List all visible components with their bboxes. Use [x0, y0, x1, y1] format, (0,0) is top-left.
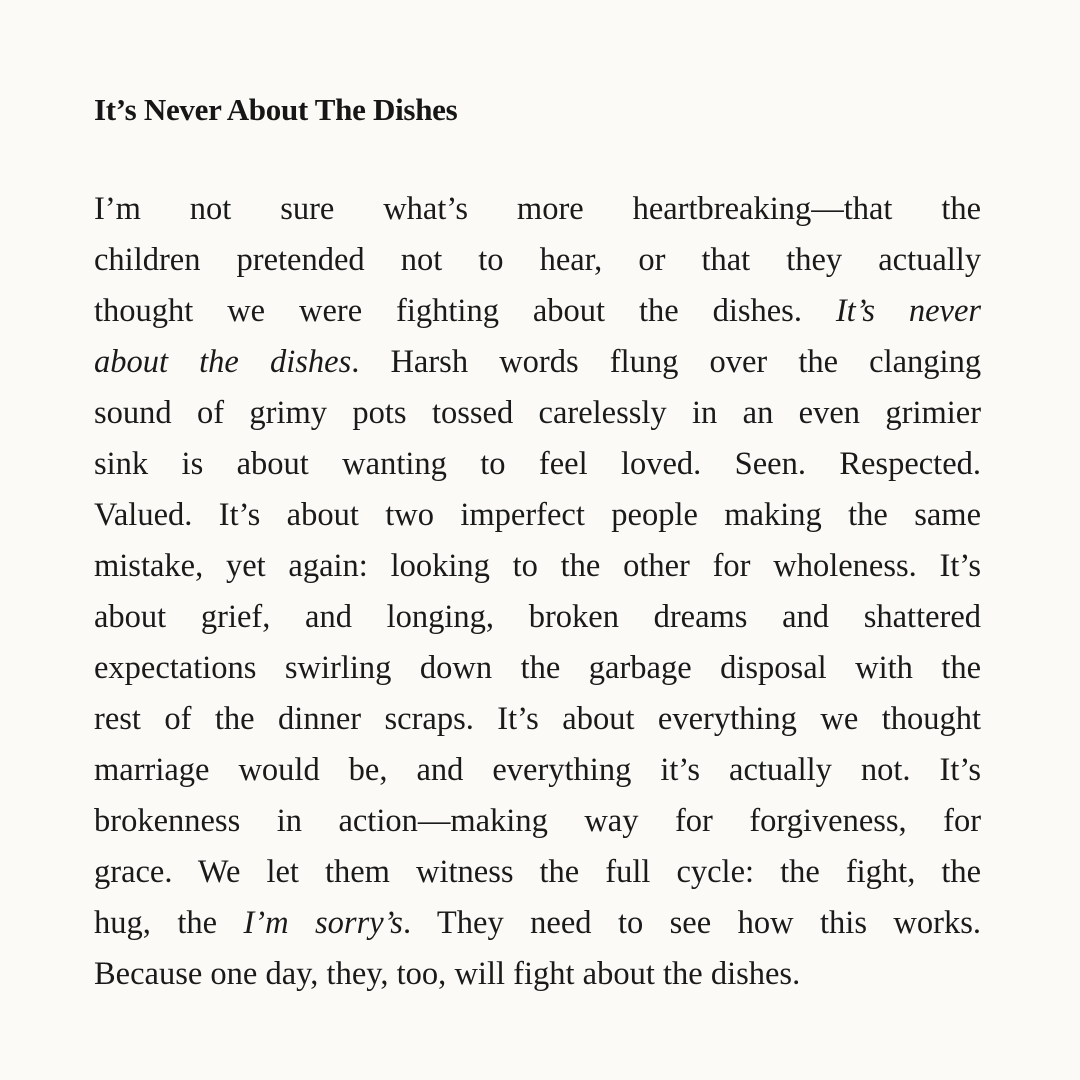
text-run: not — [400, 242, 443, 278]
text-run: will — [454, 956, 505, 992]
text-run: everything — [492, 752, 632, 788]
text-run: over — [709, 344, 768, 380]
text-run: . — [402, 905, 412, 941]
text-run: brokenness — [94, 803, 241, 839]
emphasis-text: I’m — [243, 905, 289, 941]
text-run: I’m — [94, 191, 141, 227]
paragraph-line — [94, 490, 981, 541]
text-run: in — [276, 803, 302, 839]
emphasis-text: the — [199, 344, 239, 380]
text-run: be, — [348, 752, 388, 788]
text-run: the — [638, 293, 679, 329]
text-run: rest — [94, 701, 141, 737]
text-run: longing, — [386, 599, 495, 635]
paragraph-line — [94, 847, 981, 898]
text-run: clanging — [869, 344, 982, 380]
text-run: sink — [94, 446, 149, 482]
paragraph-line — [94, 337, 981, 388]
paragraph-line — [94, 694, 981, 745]
text-run: the — [520, 650, 561, 686]
body-paragraph — [94, 184, 981, 1000]
text-run: grimier — [885, 395, 982, 431]
text-run: . — [351, 344, 360, 380]
text-run: one — [210, 956, 258, 992]
text-run: the — [560, 548, 601, 584]
text-run: sure — [280, 191, 335, 227]
text-run: looking — [390, 548, 490, 584]
text-run: actually — [729, 752, 832, 788]
text-run: this — [820, 905, 867, 941]
text-run: imperfect — [460, 497, 585, 533]
text-run: marriage — [94, 752, 210, 788]
text-run: way — [584, 803, 639, 839]
text-run: feel — [538, 446, 588, 482]
text-run: for — [943, 803, 982, 839]
text-run: wanting — [342, 446, 447, 482]
text-run: the — [941, 854, 982, 890]
text-run: carelessly — [538, 395, 667, 431]
text-run: and — [416, 752, 464, 788]
text-run: not — [189, 191, 232, 227]
text-run: It’s — [939, 752, 982, 788]
text-run: sound — [94, 395, 172, 431]
text-run: it’s — [660, 752, 701, 788]
text-run: down — [419, 650, 493, 686]
emphasis-text: sorry’s — [315, 905, 403, 941]
text-run: forgiveness, — [749, 803, 907, 839]
text-run: to — [512, 548, 538, 584]
paragraph-line — [94, 745, 981, 796]
emphasis-text: about — [94, 344, 169, 380]
text-run: and — [305, 599, 352, 635]
text-run: and — [782, 599, 830, 635]
text-run: an — [742, 395, 774, 431]
text-run: heartbreaking—that — [632, 191, 893, 227]
text-run: the — [941, 191, 982, 227]
text-run: action—making — [338, 803, 548, 839]
text-run: same — [914, 497, 982, 533]
text-run: everything — [657, 701, 797, 737]
document-title: It’s Never About The Dishes — [94, 92, 458, 127]
paragraph-line — [94, 388, 981, 439]
text-run: It’s — [218, 497, 261, 533]
text-run: It’s — [939, 548, 982, 584]
paragraph-line — [94, 439, 981, 490]
text-run: expectations — [94, 650, 257, 686]
text-run: in — [692, 395, 718, 431]
text-run: fight, — [845, 854, 916, 890]
text-run: for — [712, 548, 751, 584]
text-run: the — [662, 956, 703, 992]
text-run: the — [941, 650, 982, 686]
paragraph-line — [94, 796, 981, 847]
text-run: full — [605, 854, 651, 890]
text-run: words — [499, 344, 579, 380]
text-run: how — [737, 905, 794, 941]
text-run: Harsh — [390, 344, 469, 380]
text-run: fighting — [396, 293, 499, 329]
paragraph-line — [94, 235, 981, 286]
emphasis-text: It’s — [835, 293, 875, 329]
text-run: yet — [225, 548, 266, 584]
text-run: other — [623, 548, 690, 584]
text-run: hug, — [94, 905, 151, 941]
text-run: what’s — [383, 191, 469, 227]
text-run: about — [562, 701, 635, 737]
text-run: that — [701, 242, 751, 278]
text-run: thought — [881, 701, 981, 737]
text-run: pots — [352, 395, 407, 431]
document-page — [94, 84, 982, 992]
text-run: with — [855, 650, 913, 686]
text-run: Because — [94, 956, 203, 992]
text-run: is — [181, 446, 204, 482]
text-run: loved. — [620, 446, 702, 482]
text-run: hear, — [539, 242, 603, 278]
paragraph-line — [94, 184, 981, 235]
text-run: the — [780, 854, 820, 890]
text-run: more — [516, 191, 584, 227]
text-run: grief, — [200, 599, 271, 635]
text-run: pretended — [236, 242, 365, 278]
text-run: were — [299, 293, 363, 329]
emphasis-text: dishes — [269, 344, 352, 380]
text-run: we — [820, 701, 859, 737]
text-run: they, — [326, 956, 389, 992]
paragraph-line — [94, 898, 981, 949]
text-run: about — [582, 956, 655, 992]
text-run: would — [238, 752, 320, 788]
text-run: We — [197, 854, 241, 890]
paragraph-line — [94, 286, 981, 337]
text-run: garbage — [588, 650, 692, 686]
text-run: It’s — [497, 701, 539, 737]
text-run: even — [798, 395, 861, 431]
text-run: thought — [94, 293, 194, 329]
text-run: making — [724, 497, 822, 533]
text-run: mistake, — [94, 548, 204, 584]
text-run: about — [94, 599, 167, 635]
text-run: we — [227, 293, 266, 329]
text-run: actually — [878, 242, 982, 278]
text-run: people — [611, 497, 698, 533]
text-run: grace. — [94, 854, 173, 890]
text-run: swirling — [284, 650, 392, 686]
text-run: the — [177, 905, 218, 941]
text-run: for — [674, 803, 713, 839]
text-run: the — [539, 854, 580, 890]
text-run: They — [436, 905, 504, 941]
text-run: dishes. — [712, 293, 802, 329]
text-run: let — [266, 854, 299, 890]
text-run: the — [848, 497, 888, 533]
text-run: dreams — [653, 599, 748, 635]
text-run: the — [214, 701, 255, 737]
text-run: of — [197, 395, 225, 431]
text-run: children — [94, 242, 201, 278]
text-run: dishes. — [710, 956, 801, 992]
text-run: tossed — [431, 395, 514, 431]
text-run: to — [480, 446, 506, 482]
text-run: disposal — [720, 650, 827, 686]
text-run: they — [786, 242, 843, 278]
text-run: witness — [415, 854, 514, 890]
text-run: them — [324, 854, 390, 890]
text-run: about — [236, 446, 309, 482]
text-run: about — [286, 497, 359, 533]
paragraph-line — [94, 541, 981, 592]
text-run: works. — [893, 905, 981, 941]
text-run: about — [532, 293, 606, 329]
paragraph-line — [94, 643, 981, 694]
text-run: broken — [528, 599, 619, 635]
text-run: grimy — [249, 395, 328, 431]
text-run: too, — [396, 956, 447, 992]
text-run: need — [530, 905, 592, 941]
text-run: again: — [288, 548, 368, 584]
text-run: cycle: — [676, 854, 755, 890]
text-run: of — [164, 701, 192, 737]
text-run: fight — [513, 956, 575, 992]
paragraph-line — [94, 592, 981, 643]
text-run: to — [478, 242, 504, 278]
text-run: to — [617, 905, 644, 941]
paragraph-line — [94, 949, 981, 1000]
text-run: day, — [265, 956, 319, 992]
text-run: or — [638, 242, 666, 278]
text-run: Seen. — [734, 446, 806, 482]
text-run: Valued. — [94, 497, 193, 533]
text-run: see — [669, 905, 712, 941]
text-run: not. — [860, 752, 911, 788]
emphasis-text: never — [908, 293, 982, 329]
text-run: flung — [609, 344, 679, 380]
text-run: the — [798, 344, 839, 380]
text-run: two — [385, 497, 434, 533]
text-run: wholeness. — [773, 548, 917, 584]
text-run: Respected. — [839, 446, 982, 482]
text-run: shattered — [863, 599, 982, 635]
text-run: dinner — [278, 701, 362, 737]
text-run: scraps. — [384, 701, 474, 737]
